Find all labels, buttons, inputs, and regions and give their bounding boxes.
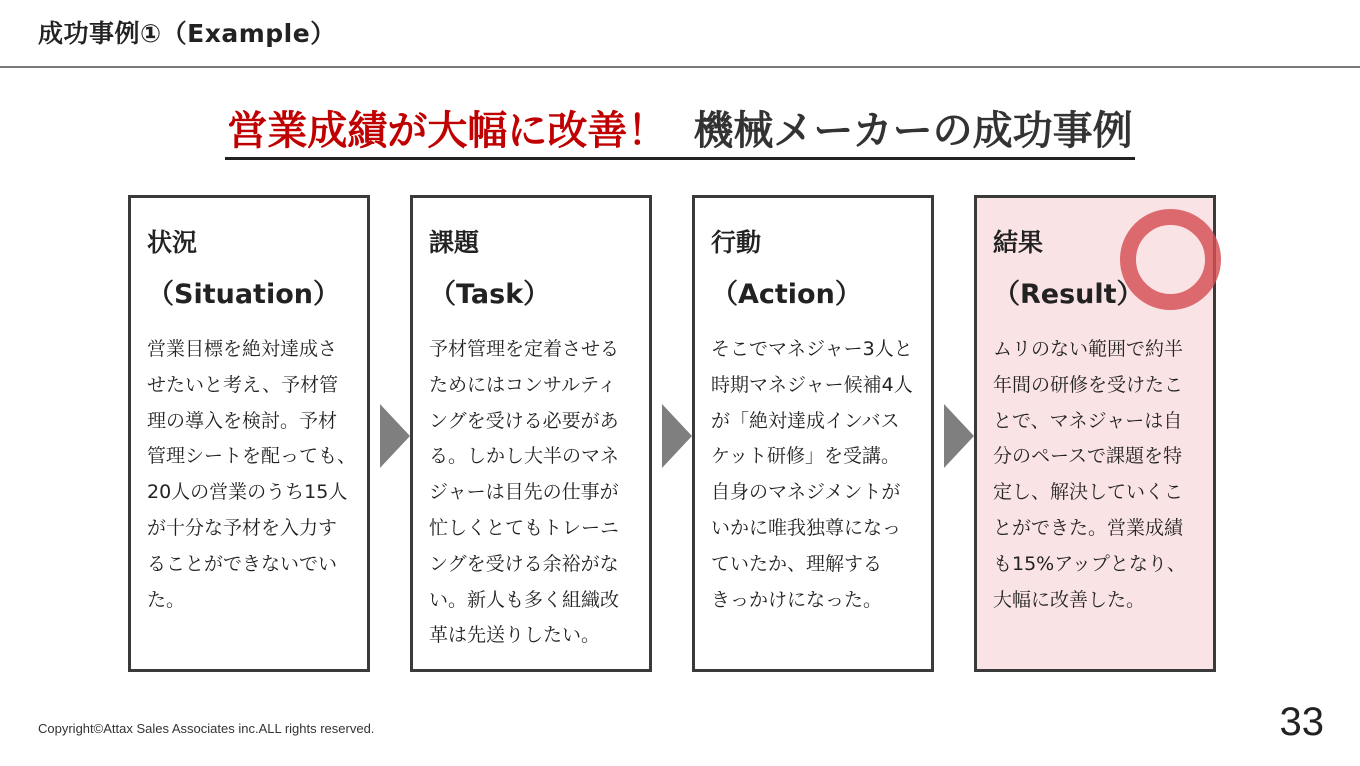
card-line: が十分な予材を入力す (147, 516, 338, 539)
card-line: とができた。営業成績 (993, 516, 1184, 539)
card-subtitle: （Action） (711, 279, 862, 310)
card-line: 自身のマネジメントが (711, 481, 901, 504)
card-line: ングを受ける必要があ (429, 409, 619, 432)
card-line: ていたか、理解する (711, 552, 883, 575)
title-divider (0, 66, 1360, 68)
page-title: 成功事例①（Example） (38, 19, 336, 48)
card-body (147, 332, 359, 618)
headline-red-text: 営業成績が大幅に改善！ (227, 108, 668, 154)
card-line: 定し、解決していくこ (993, 481, 1184, 504)
headline-underline (225, 109, 1134, 160)
card-line: 20人の営業のうち15人 (147, 481, 348, 504)
card-title: 結果 (993, 228, 1044, 257)
card-line: せたいと考え、予材管 (147, 373, 339, 396)
card-line: が「絶対達成インバス (711, 409, 900, 432)
headline (0, 108, 1360, 160)
page-number: 33 (1279, 700, 1324, 744)
card-title: 課題 (429, 228, 480, 257)
card-situation (128, 195, 370, 672)
card-line: そこでマネジャー3人と (711, 338, 913, 360)
card-line: 革は先送りしたい。 (429, 624, 601, 647)
card-line: 予材管理を定着させる (429, 338, 620, 360)
card-line: ることができないでい (147, 552, 338, 575)
chevron-right-arrow-icon (944, 404, 974, 468)
card-subtitle: （Result） (993, 279, 1144, 310)
card-line: 営業目標を絶対達成さ (147, 338, 338, 360)
card-line: ングを受ける余裕がな (429, 552, 619, 575)
card-action (692, 195, 934, 672)
card-line: 年間の研修を受けたこ (993, 373, 1184, 396)
card-body (711, 332, 923, 618)
card-line: 忙しくとてもトレーニ (429, 516, 620, 539)
card-line: い。新人も多く組織改 (429, 588, 620, 611)
card-line: る。しかし大半のマネ (429, 445, 620, 468)
card-body (429, 332, 641, 654)
card-line: きっかけになった。 (711, 588, 883, 611)
card-title: 行動 (711, 228, 762, 257)
card-task (410, 195, 652, 672)
card-line: 理の導入を検討。予材 (147, 409, 338, 432)
card-subtitle: （Situation） (147, 279, 340, 310)
card-body (993, 332, 1205, 618)
copyright-text: Copyright©Attax Sales Associates inc.ALL rights reserved. (38, 721, 375, 736)
card-line: ムリのない範囲で約半 (993, 338, 1184, 360)
card-line: いかに唯我独尊になっ (711, 516, 902, 539)
card-title: 状況 (147, 228, 198, 257)
card-line: ジャーは目先の仕事が (429, 481, 619, 504)
circle-mark-icon (1120, 209, 1221, 310)
card-subtitle: （Task） (429, 279, 551, 310)
card-line: 管理シートを配っても、 (147, 445, 357, 468)
headline-dark-text: 機械メーカーの成功事例 (693, 108, 1133, 154)
card-line: とで、マネジャーは自 (993, 409, 1183, 432)
card-line: ケット研修」を受講。 (711, 445, 901, 468)
card-line: も15%アップとなり、 (993, 552, 1186, 575)
card-line: 大幅に改善した。 (993, 588, 1146, 611)
card-line: 時期マネジャー候補4人 (711, 373, 913, 396)
chevron-right-arrow-icon (380, 404, 410, 468)
chevron-right-arrow-icon (662, 404, 692, 468)
card-line: ためにはコンサルティ (429, 373, 617, 396)
card-line: た。 (147, 588, 186, 611)
card-line: 分のペースで課題を特 (993, 445, 1183, 468)
